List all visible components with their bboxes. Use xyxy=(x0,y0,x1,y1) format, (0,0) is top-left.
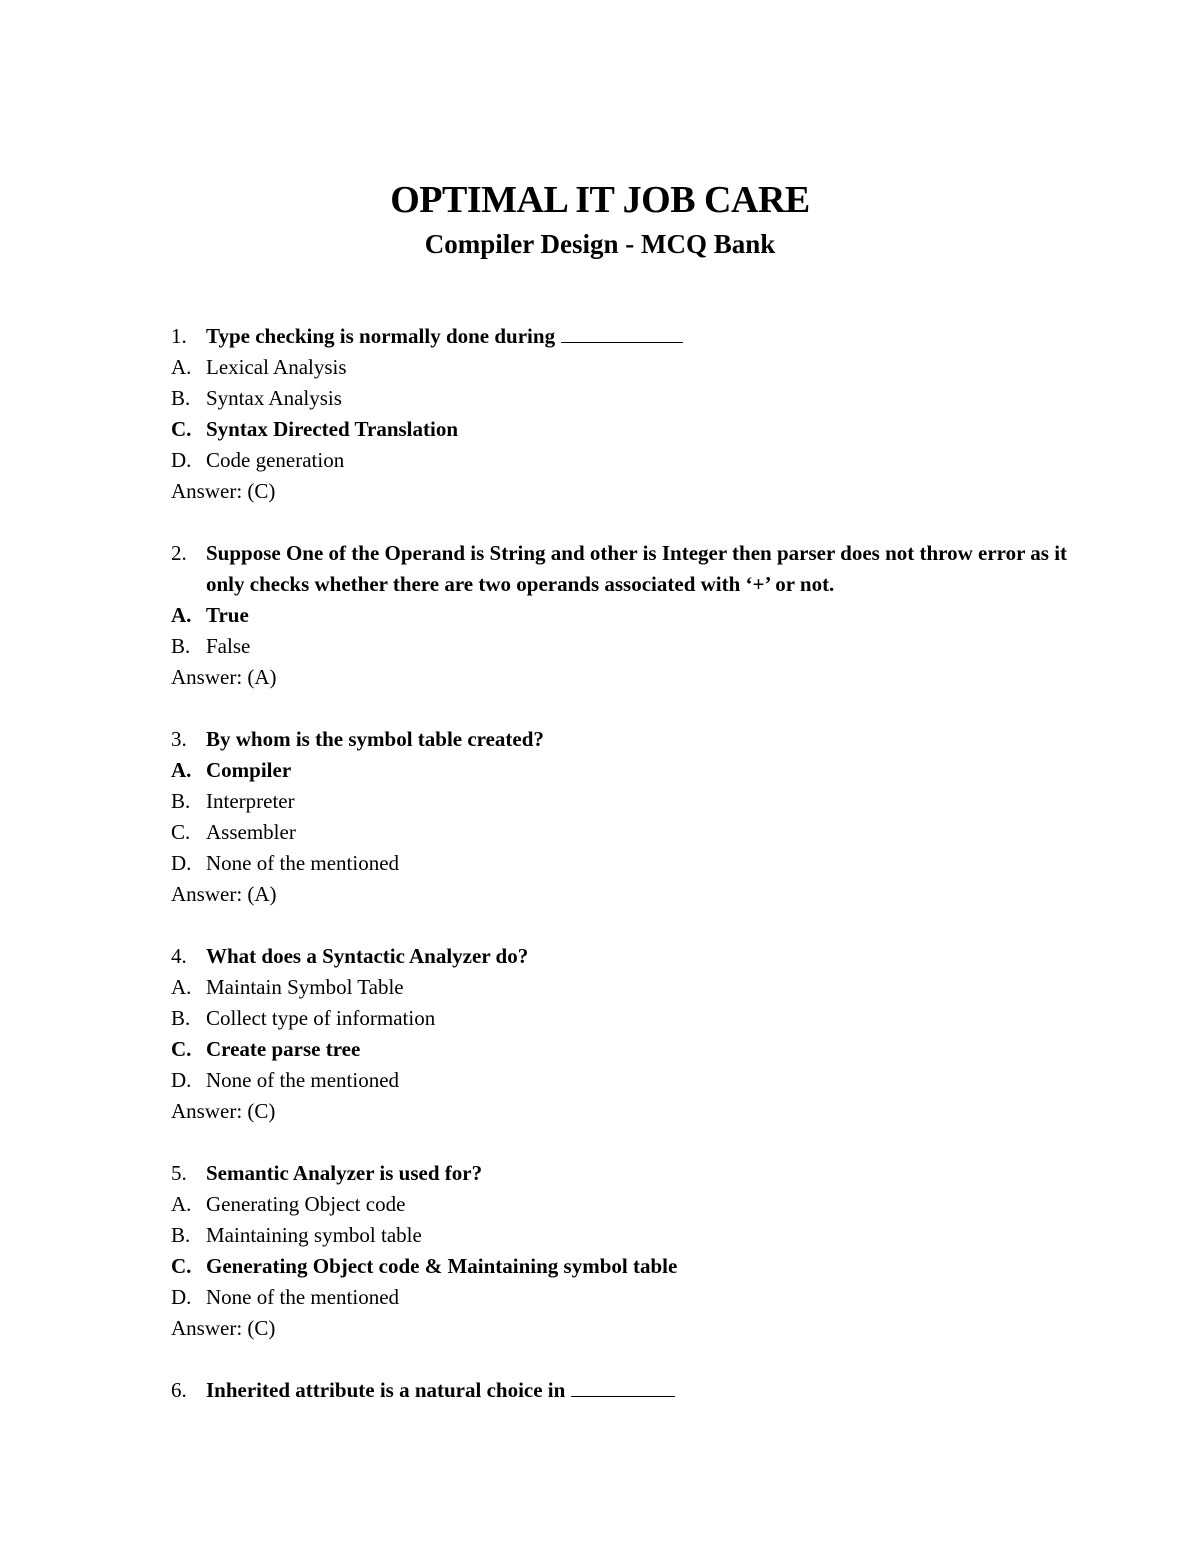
option-b xyxy=(171,786,1101,817)
option-b xyxy=(171,383,1101,414)
question-4-stem xyxy=(171,941,1101,972)
question-6-stem xyxy=(171,1375,1101,1406)
answer-line: Answer: (C) xyxy=(171,1316,276,1340)
option-letter: D. xyxy=(171,851,192,875)
option-letter: D. xyxy=(171,1068,192,1092)
option-letter: C. xyxy=(171,1037,192,1061)
option-letter: C. xyxy=(171,820,191,844)
option-text: Compiler xyxy=(206,758,292,782)
option-c xyxy=(171,1034,1101,1065)
option-a xyxy=(171,1189,1101,1220)
option-letter: B. xyxy=(171,634,191,658)
option-d xyxy=(171,445,1101,476)
option-letter: B. xyxy=(171,1223,191,1247)
answer-blank xyxy=(561,324,683,343)
question-1 xyxy=(171,321,1101,507)
option-b xyxy=(171,1220,1101,1251)
question-6 xyxy=(171,1375,1101,1406)
option-letter: B. xyxy=(171,1006,191,1030)
option-a xyxy=(171,600,1101,631)
document-title: OPTIMAL IT JOB CARE xyxy=(390,179,810,221)
option-letter: D. xyxy=(171,1285,192,1309)
option-a xyxy=(171,352,1101,383)
option-text: Syntax Analysis xyxy=(206,386,342,410)
question-number: 3. xyxy=(171,727,187,751)
option-text: None of the mentioned xyxy=(206,1285,400,1309)
option-d xyxy=(171,1282,1101,1313)
option-letter: A. xyxy=(171,603,192,627)
option-d xyxy=(171,848,1101,879)
option-a xyxy=(171,755,1101,786)
question-2-stem xyxy=(171,538,1101,600)
question-text: What does a Syntactic Analyzer do? xyxy=(206,944,529,968)
option-letter: A. xyxy=(171,1192,192,1216)
answer-line: Answer: (C) xyxy=(171,479,276,503)
option-text: Code generation xyxy=(206,448,345,472)
answer-line: Answer: (A) xyxy=(171,665,277,689)
question-3-stem xyxy=(171,724,1101,755)
option-text: Lexical Analysis xyxy=(206,355,347,379)
option-letter: A. xyxy=(171,355,192,379)
question-text: Suppose One of the Operand is String and other is Integer then parser does not throw error as it only checks whether there are two operands associated with ‘+’ or not. xyxy=(206,541,1068,596)
option-text: Assembler xyxy=(206,820,296,844)
document-subtitle: Compiler Design - MCQ Bank xyxy=(424,229,776,259)
answer-line: Answer: (A) xyxy=(171,882,277,906)
option-letter: A. xyxy=(171,975,192,999)
option-text: Collect type of information xyxy=(206,1006,436,1030)
question-text: Type checking is normally done during xyxy=(206,324,556,348)
option-text: Maintain Symbol Table xyxy=(206,975,404,999)
option-c xyxy=(171,414,1101,445)
answer-blank xyxy=(571,1378,675,1397)
option-text: True xyxy=(206,603,249,627)
option-letter: B. xyxy=(171,386,191,410)
question-number: 1. xyxy=(171,324,187,348)
question-text: By whom is the symbol table created? xyxy=(206,727,544,751)
option-text: Interpreter xyxy=(206,789,295,813)
question-number: 4. xyxy=(171,944,187,968)
question-5 xyxy=(171,1158,1101,1344)
option-letter: A. xyxy=(171,758,192,782)
option-d xyxy=(171,1065,1101,1096)
question-list xyxy=(171,321,1101,1437)
option-c xyxy=(171,817,1101,848)
option-letter: B. xyxy=(171,789,191,813)
question-number: 5. xyxy=(171,1161,187,1185)
option-letter: C. xyxy=(171,417,192,441)
question-1-stem xyxy=(171,321,1101,352)
question-number: 2. xyxy=(171,541,187,565)
option-a xyxy=(171,972,1101,1003)
question-text: Semantic Analyzer is used for? xyxy=(206,1161,483,1185)
question-2 xyxy=(171,538,1101,693)
question-number: 6. xyxy=(171,1378,187,1402)
option-letter: D. xyxy=(171,448,192,472)
option-text: False xyxy=(206,634,251,658)
option-b xyxy=(171,631,1101,662)
question-3 xyxy=(171,724,1101,910)
option-text: None of the mentioned xyxy=(206,851,400,875)
option-text: Generating Object code & Maintaining symbol table xyxy=(206,1254,678,1278)
question-5-stem xyxy=(171,1158,1101,1189)
option-letter: C. xyxy=(171,1254,192,1278)
option-text: Create parse tree xyxy=(206,1037,361,1061)
answer-line: Answer: (C) xyxy=(171,1099,276,1123)
option-text: None of the mentioned xyxy=(206,1068,400,1092)
option-c xyxy=(171,1251,1101,1282)
option-text: Generating Object code xyxy=(206,1192,406,1216)
question-4 xyxy=(171,941,1101,1127)
option-text: Syntax Directed Translation xyxy=(206,417,459,441)
option-text: Maintaining symbol table xyxy=(206,1223,422,1247)
option-b xyxy=(171,1003,1101,1034)
question-text: Inherited attribute is a natural choice in xyxy=(206,1378,566,1402)
